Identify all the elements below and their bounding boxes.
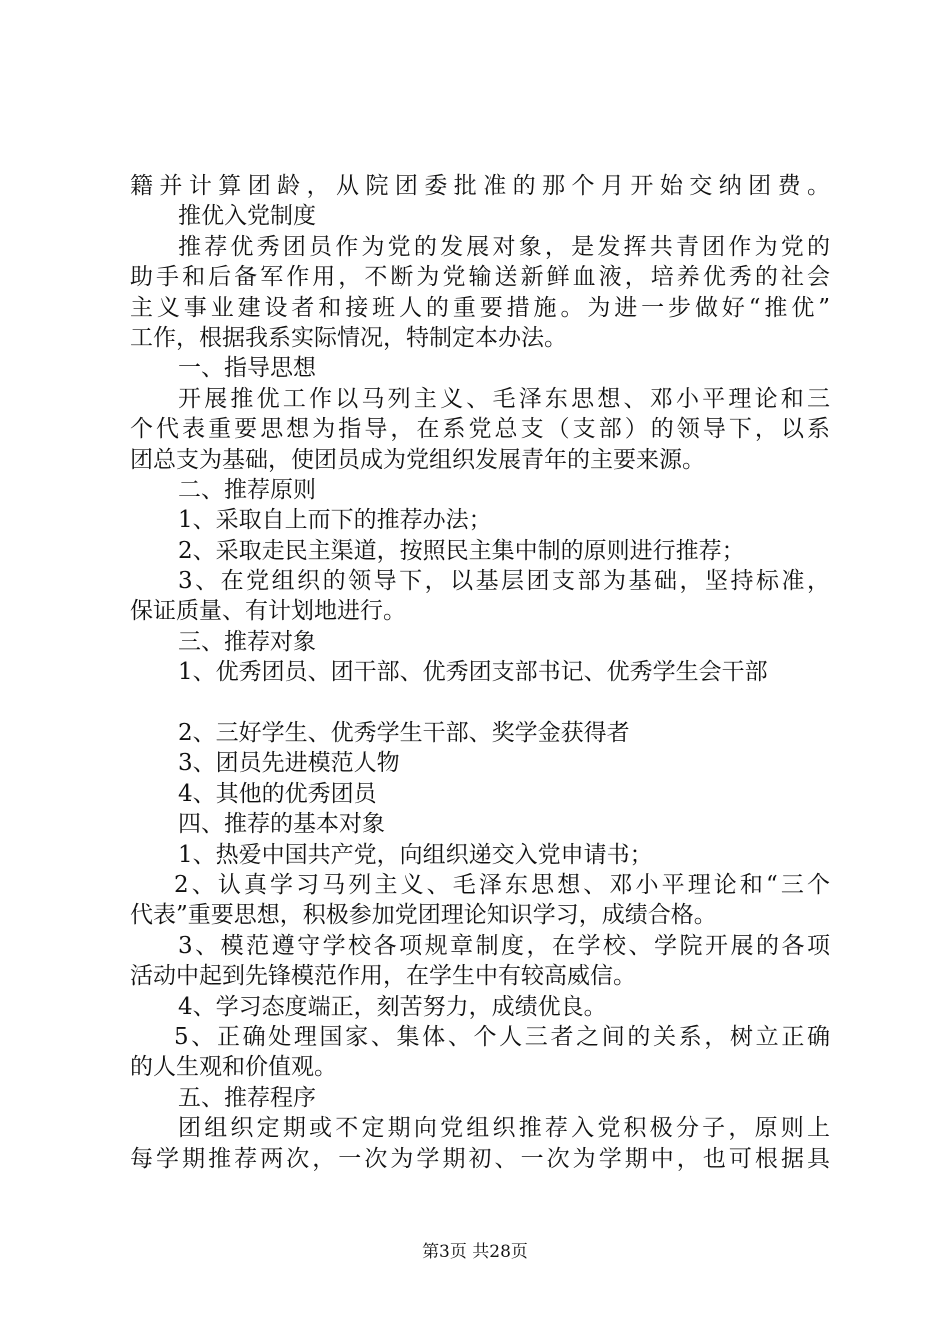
list-item: 1、热爱中国共产党，向组织递交入党申请书； (178, 841, 653, 868)
paragraph-line: 推荐优秀团员作为党的发展对象，是发挥共青团作为党的 (178, 233, 830, 260)
list-item: 4、学习态度端正，刻苦努力，成绩优良。 (178, 993, 607, 1020)
list-item: 3、模范遵守学校各项规章制度，在学校、学院开展的各项 (178, 932, 830, 959)
blank-line (130, 688, 830, 718)
paragraph-line: 主义事业建设者和接班人的重要措施。为进一步做好“推优” (130, 294, 830, 321)
paragraph-line: 活动中起到先锋模范作用，在学生中有较高威信。 (130, 963, 636, 990)
paragraph-line: 籍并计算团龄，从院团委批准的那个月开始交纳团费。 (130, 173, 830, 199)
list-item: 1、优秀团员、团干部、优秀团支部书记、优秀学生会干部 (178, 659, 768, 686)
list-item: 2、采取走民主渠道，按照民主集中制的原则进行推荐； (178, 537, 745, 564)
section-heading: 推优入党制度 (178, 203, 316, 230)
list-item: 5、正确处理国家、集体、个人三者之间的关系，树立正确 (174, 1023, 830, 1050)
section-heading: 一、指导思想 (178, 355, 316, 382)
paragraph-line: 的人生观和价值观。 (130, 1054, 337, 1081)
paragraph-line: 团组织定期或不定期向党组织推荐入党积极分子，原则上 (178, 1115, 830, 1142)
document-body (130, 171, 830, 1174)
paragraph-line: 保证质量、有计划地进行。 (130, 598, 406, 625)
paragraph-line: 工作，根据我系实际情况，特制定本办法。 (130, 324, 567, 351)
list-item: 3、在党组织的领导下，以基层团支部为基础，坚持标准， (178, 568, 830, 595)
section-heading: 二、推荐原则 (178, 476, 316, 503)
paragraph-line: 代表”重要思想，积极参加党团理论知识学习，成绩合格。 (130, 902, 717, 929)
paragraph-line: 个代表重要思想为指导，在系党总支（支部）的领导下，以系 (130, 416, 830, 443)
paragraph-line: 助手和后备军作用，不断为党输送新鲜血液，培养优秀的社会 (130, 264, 830, 291)
paragraph-line: 团总支为基础，使团员成为党组织发展青年的主要来源。 (130, 446, 705, 473)
list-item: 1、采取自上而下的推荐办法； (178, 507, 492, 534)
paragraph-line: 开展推优工作以马列主义、毛泽东思想、邓小平理论和三 (178, 385, 830, 412)
list-item: 2、认真学习马列主义、毛泽东思想、邓小平理论和“三个 (174, 871, 830, 898)
page-number-footer: 第3页 共28页 (422, 1242, 528, 1262)
section-heading: 五、推荐程序 (178, 1084, 316, 1111)
paragraph-line: 每学期推荐两次，一次为学期初、一次为学期中，也可根据具 (130, 1145, 830, 1172)
section-heading: 四、推荐的基本对象 (178, 811, 385, 838)
section-heading: 三、推荐对象 (178, 628, 316, 655)
list-item: 2、三好学生、优秀学生干部、奖学金获得者 (178, 720, 630, 747)
list-item: 3、团员先进模范人物 (178, 750, 400, 777)
list-item: 4、其他的优秀团员 (178, 780, 377, 807)
